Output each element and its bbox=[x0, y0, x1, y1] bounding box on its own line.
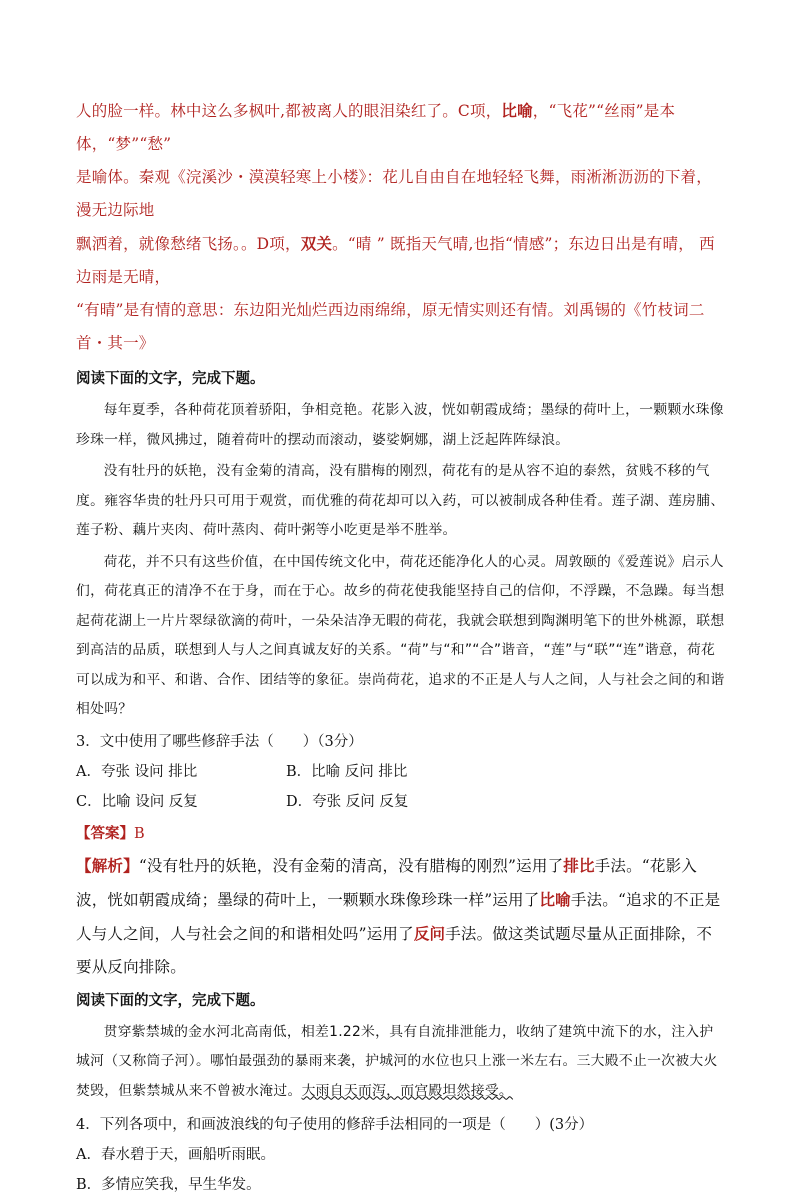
option-a: A．春水碧于天，画船听雨眠。 bbox=[76, 1147, 275, 1163]
passage-paragraph: 每年夏季，各种荷花顶着骄阳，争相竞艳。花影入波，恍如朝霞成绮；墨绿的荷叶上，一颗颗水珠像珍珠一样，微风拂过，随着荷叶的摆动而滚动，婆娑婀娜，湖上泛起阵阵绿浪。 bbox=[76, 402, 724, 448]
explanation-continued bbox=[76, 94, 726, 360]
explanation-line: 飘洒着，就像愁绪飞扬。。D项，双关。“晴 ” 既指天气晴,也指“情感”；东边日出是有晴， 西边雨是无晴， bbox=[76, 234, 715, 286]
option-d: D．夸张 反问 反复 bbox=[286, 793, 409, 810]
analysis-label: 【解析】 bbox=[76, 855, 139, 875]
answer-line bbox=[76, 819, 726, 849]
passage-paragraph: 没有牡丹的妖艳，没有金菊的清高，没有腊梅的刚烈，荷花有的是从容不迫的泰然，贫贱不移的气度。雍容华贵的牡丹只可用于观赏，而优雅的荷花却可以入药，可以被制成各种佳肴。莲子湖、莲房脯、莲子粉、藕片夹肉、荷叶蒸肉、荷叶粥等小吃更是举不胜举。 bbox=[76, 463, 725, 538]
reading-passage bbox=[76, 396, 726, 725]
question-3: 3．文中使用了哪些修辞手法（ ）（3分） bbox=[76, 733, 363, 750]
question-3-options bbox=[76, 757, 726, 817]
explanation-line: 是喻体。秦观《浣溪沙・漠漠轻寒上小楼》：花儿自由自在地轻轻飞舞，雨淅淅沥沥的下着，漫无边际地 bbox=[76, 168, 712, 219]
explanation-line: “有晴”是有情的意思：东边阳光灿烂西边雨绵绵，原无情实则还有情。刘禹锡的《竹枝词二首・其一》 bbox=[76, 301, 705, 352]
keyword-parallelism: 排比 bbox=[563, 855, 595, 875]
keyword-rhetorical-question: 反问 bbox=[413, 923, 446, 943]
keyword-metaphor: 比喻 bbox=[501, 101, 533, 120]
passage-paragraph: 荷花，并不只有这些价值，在中国传统文化中，荷花还能净化人的心灵。周敦颐的《爱莲说》启示人们，荷花真正的清净不在于身，而在于心。故乡的荷花使我能坚持自己的信仰，不浮躁，不急躁。每当想起荷花湖上一片片翠绿欲滴的荷叶，一朵朵洁净无暇的荷花，我就会联想到陶渊明笔下的世外桃源，联想到高洁的品质，联想到人与人之间真诚友好的关系。“荷”与“和”“合”谐音，“莲”与“联”“连”谐意，荷花可以成为和平、和谐、合作、团结等的象征。崇尚荷花，追求的不正是人与人之间，人与社会之间的和谐相处吗？ bbox=[76, 553, 725, 717]
answer-label: 【答案】 bbox=[76, 824, 134, 842]
analysis-block: 【解析】“没有牡丹的妖艳，没有金菊的清高，没有腊梅的刚烈”运用了排比手法。“花影入波，恍如朝霞成绮；墨绿的荷叶上，一颗颗水珠像珍珠一样”运用了比喻手法。“追求的不正是人与人之间，人与社会之间的和谐相处吗”运用了反问手法。做这类试题尽量从正面排除，不要从反向排除。 bbox=[76, 855, 721, 976]
section-heading: 阅读下面的文字，完成下题。 bbox=[76, 370, 265, 387]
option-b: B．多情应笑我，早生华发。 bbox=[76, 1177, 261, 1193]
document-page bbox=[76, 94, 726, 1200]
option-c: C．比喻 设问 反复 bbox=[76, 793, 198, 810]
question-4: 4．下列各项中，和画波浪线的句子使用的修辞手法相同的一项是（ ）(3分） bbox=[76, 1117, 594, 1133]
answer-value: B bbox=[134, 825, 145, 842]
option-b: B．比喻 反问 排比 bbox=[286, 763, 408, 780]
keyword-metaphor: 比喻 bbox=[539, 889, 571, 909]
section-heading: 阅读下面的文字，完成下题。 bbox=[76, 991, 265, 1009]
option-a: A．夸张 设问 排比 bbox=[76, 763, 198, 780]
passage-paragraph: 贯穿紫禁城的金水河北高南低，相差1.22米，具有自流排泄能力，收纳了建筑中流下的水，注入护城河（又称筒子河）。哪怕最强劲的暴雨来袭，护城河的水位也只上涨一米左右。三大殿不止一次被大火焚毁，但紫禁城从来不曾被水淹过。大雨自天而泻，而宫殿坦然接受。 bbox=[76, 1023, 718, 1099]
wavy-underlined-sentence: 大雨自天而泻，而宫殿坦然接受。 bbox=[301, 1082, 514, 1099]
keyword-pun: 双关 bbox=[300, 234, 333, 253]
explanation-line: 人的脸一样。林中这么多枫叶,都被离人的眼泪染红了。C项，比喻，“飞花”“丝雨”是本体，“梦”“愁” bbox=[76, 101, 676, 153]
